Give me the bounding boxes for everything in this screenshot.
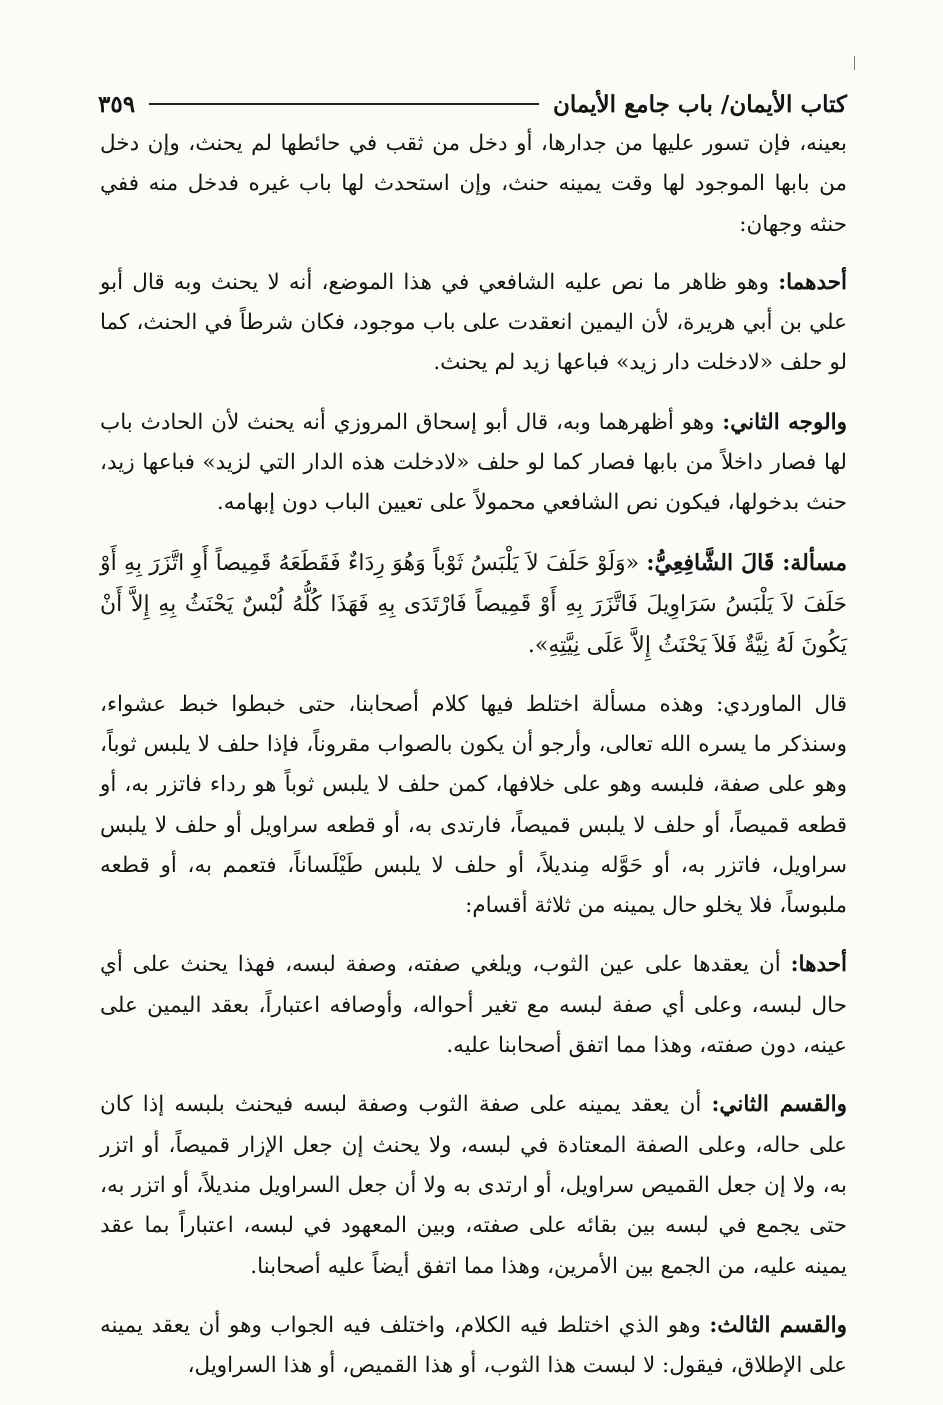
running-title: كتاب الأيمان/ باب جامع الأيمان <box>552 90 847 118</box>
margin-mark <box>854 56 855 70</box>
paragraph-text: بعينه، فإن تسور عليها من جدارها، أو دخل من ثقب في حائطها لم يحنث، وإن دخل من بابها الموجود لها وقت يمينه حنث، وإن استحدث لها باب غيره فدخل منه ففي حنثه وجهان: <box>100 131 847 237</box>
paragraph-8 <box>100 1306 847 1387</box>
page-body <box>100 124 847 1405</box>
paragraph-text: وهو أظهرهما وبه، قال أبو إسحاق المروزي أنه يحنث لأن الحادث باب لها فصار داخلاً من بابها فصار كما لو حلف «لادخلت هذه الدار التي لزيد» فباعها زيد، حنث بدخولها، فيكون نص الشافعي محمولاً على تعيين الباب دون إبهامه. <box>100 409 847 516</box>
paragraph-lead: مسألة: قَالَ الشَّافِعِيُّ: <box>646 549 847 576</box>
paragraph-lead: أحدهما: <box>778 269 847 295</box>
paragraph-1 <box>100 124 847 245</box>
paragraph-text: وهو ظاهر ما نص عليه الشافعي في هذا الموضع، أنه لا يحنث وبه قال أبو علي بن أبي هريرة، لأن اليمين انعقدت على باب موجود، فكان شرطاً في الحنث، كما لو حلف «لادخلت دار زيد» فباعها زيد لم يحنث. <box>100 269 847 376</box>
paragraph-5 <box>100 685 847 927</box>
paragraph-lead: والقسم الثاني: <box>711 1092 847 1118</box>
paragraph-6 <box>100 945 847 1066</box>
paragraph-text: وهو الذي اختلط فيه الكلام، واختلف فيه الجواب وهو أن يعقد يمينه على الإطلاق، فيقول: لا لبست هذا الثوب، أو هذا القميص، أو هذا السراويل، <box>100 1312 847 1379</box>
paragraph-lead: والوجه الثاني: <box>722 409 847 435</box>
paragraph-lead: والقسم الثالث: <box>709 1312 847 1338</box>
paragraph-masala <box>100 543 847 666</box>
paragraph-7 <box>100 1085 847 1286</box>
page-number: ٣٥٩ <box>98 90 136 118</box>
paragraph-text: أن يعقد يمينه على صفة الثوب وصفة لبسه فيحنث بلبسه إذا كان على حاله، وعلى الصفة المعتادة في لبسه، ولا يحنث إن جعل الإزار قميصاً، أو اتزر به، ولا إن جعل القميص سراويل، أو ارتدى به ولا أن جعل السراويل منديلاً، أو اتزر به، حتى يجمع في لبسه بين بقائه على صفته، وبين المعهود في لبسه، اعتباراً بما عقد يمينه عليه، من الجمع بين الأمرين، وهذا مما اتفق أيضاً عليه أصحابنا. <box>100 1092 847 1279</box>
page-header <box>98 84 847 124</box>
header-rule <box>149 103 539 105</box>
paragraph-text: قال الماوردي: وهذه مسألة اختلط فيها كلام أصحابنا، حتى خبطوا خبط عشواء، وسنذكر ما يسره الله تعالى، وأرجو أن يكون بالصواب مقروناً، فإذا حلف لا يلبس ثوباً، وهو على صفة، فلبسه وهو على خلافها، كمن حلف لا يلبس ثوباً هو رداء فاتزر به، أو قطعه قميصاً، أو حلف لا يلبس قميصاً، فارتدى به، أو قطعه سراويل أو حلف لا يلبس سراويل، فاتزر به، أو حَوَّله مِنديلاً، أو حلف لا يلبس طَيْلَساناً، فتعمم به، أو قطعه ملبوساً، فلا يخلو حال يمينه من ثلاثة أقسام: <box>100 691 847 919</box>
paragraph-2 <box>100 263 847 384</box>
paragraph-3 <box>100 403 847 524</box>
paragraph-text: أن يعقدها على عين الثوب، ويلغي صفته، وصفة لبسه، فهذا يحنث على أي حال لبسه، وعلى أي صفة لبسه مع تغير أحواله، وأوصافه اعتباراً، بعقد اليمين على عينه، دون صفته، وهذا مما اتفق أصحابنا عليه. <box>100 952 847 1059</box>
quoted-text: «وَلَوْ حَلَفَ لاَ يَلْبَسُ ثَوْباً وَهُوَ رِدَاءٌ فَقَطَعَهُ قَمِيصاً أَوِ اتَّزَرَ بِهِ أَوْ حَلَفَ لاَ يَلْبَسُ سَرَاوِيلَ فَاتَّزَرَ بِهِ أَوْ قَمِيصاً فَارْتَدَى بِهِ فَهَذَا كُلُّهُ لُبْسٌ يَحْنَثُ بِهِ إِلاَّ أَنْ يَكُونَ لَهُ نِيَّةٌ فَلاَ يَحْنَثُ إِلاَّ عَلَى نِيَّتِهِ». <box>100 550 847 658</box>
paragraph-lead: أحدها: <box>790 952 847 978</box>
